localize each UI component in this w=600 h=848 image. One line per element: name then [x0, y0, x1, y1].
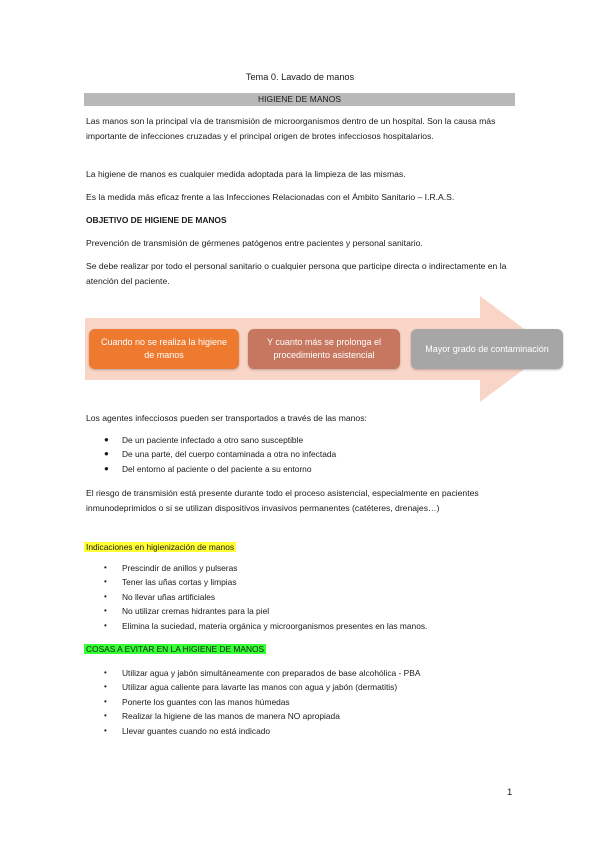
bullet-icon: ● — [104, 449, 109, 459]
bullet-icon: ● — [104, 435, 109, 444]
list-item: ● De una parte, del cuerpo contaminada a otra no infectada — [100, 447, 530, 461]
list-item: • Tener las uñas cortas y limpias — [100, 575, 530, 589]
document-title: Tema 0. Lavado de manos — [245, 72, 355, 82]
list-item: • Utilizar agua caliente para lavarte las manos con agua y jabón (dermatitis) — [100, 680, 530, 694]
list-item: • Llevar guantes cuando no está indicado — [100, 724, 530, 738]
bullet-icon: • — [104, 682, 107, 692]
list-item: • Ponerte los guantes con las manos húmedas — [100, 695, 530, 709]
bullet-icon: ● — [104, 463, 109, 473]
section-band-higiene: HIGIENE DE MANOS — [84, 93, 515, 106]
paragraph-intro: Las manos son la principal vía de transmisión de microorganismos dentro de un hospital. Son la causa más importante de infecciones cruzadas y el principal origen de brotes infecciosos hospitalarios. — [86, 116, 496, 141]
indications-list — [100, 561, 530, 633]
list-item: • Elimina la suciedad, materia orgánica y microorganismos presentes en las manos. — [100, 619, 530, 633]
bullet-icon: • — [104, 606, 107, 616]
bullet-icon: • — [104, 591, 107, 601]
bullet-icon: • — [104, 577, 107, 587]
bullet-icon: • — [104, 620, 107, 630]
bullet-icon: • — [104, 668, 107, 677]
transport-list — [100, 433, 530, 476]
process-diagram — [85, 296, 555, 406]
diagram-box-prolonged-procedure: Y cuanto más se prolonga el procedimiento asistencial — [248, 329, 400, 369]
paragraph-definition: La higiene de manos es cualquier medida adoptada para la limpieza de las mismas. — [86, 169, 406, 179]
paragraph-efficacy: Es la medida más eficaz frente a las Infecciones Relacionadas con el Ámbito Sanitario – I.R.A.S. — [86, 192, 455, 202]
list-item: • Prescindir de anillos y pulseras — [100, 561, 530, 575]
paragraph-objective: Prevención de transmisión de gérmenes patógenos entre pacientes y personal sanitario. — [86, 238, 423, 248]
paragraph-transport: Los agentes infecciosos pueden ser transportados a través de las manos: — [86, 413, 367, 423]
paragraph-risk: El riesgo de transmisión está presente durante todo el proceso asistencial, especialmente en pacientes inmunodeprimidos o si se utilizan dispositivos invasivos permanentes (catéteres, drenajes…) — [86, 488, 479, 513]
bullet-icon: • — [104, 711, 107, 721]
bullet-icon: • — [104, 725, 107, 735]
list-item: • No llevar uñas artificiales — [100, 590, 530, 604]
bullet-icon: • — [104, 563, 107, 572]
list-item: ● Del entorno al paciente o del paciente a su entorno — [100, 462, 530, 476]
list-item: • Utilizar agua y jabón simultáneamente con preparados de base alcohólica - PBA — [100, 666, 530, 680]
objective-heading: OBJETIVO DE HIGIENE DE MANOS — [86, 215, 227, 225]
diagram-box-no-hygiene: Cuando no se realiza la higiene de manos — [89, 329, 239, 369]
avoid-heading: COSAS A EVITAR EN LA HIGIENE DE MANOS — [86, 644, 265, 654]
list-item: ● De un paciente infectado a otro sano susceptible — [100, 433, 530, 447]
page-number: 1 — [507, 787, 513, 798]
bullet-icon: • — [104, 696, 107, 706]
avoid-list — [100, 666, 530, 738]
list-item: • Realizar la higiene de las manos de manera NO apropiada — [100, 709, 530, 723]
paragraph-who: Se debe realizar por todo el personal sanitario o cualquier persona que participe directa o indirectamente en la atención del paciente. — [86, 261, 507, 286]
diagram-box-contamination: Mayor grado de contaminación — [411, 329, 563, 369]
list-item: • No utilizar cremas hidrantes para la piel — [100, 604, 530, 618]
indications-heading: Indicaciones en higienización de manos — [86, 542, 235, 552]
